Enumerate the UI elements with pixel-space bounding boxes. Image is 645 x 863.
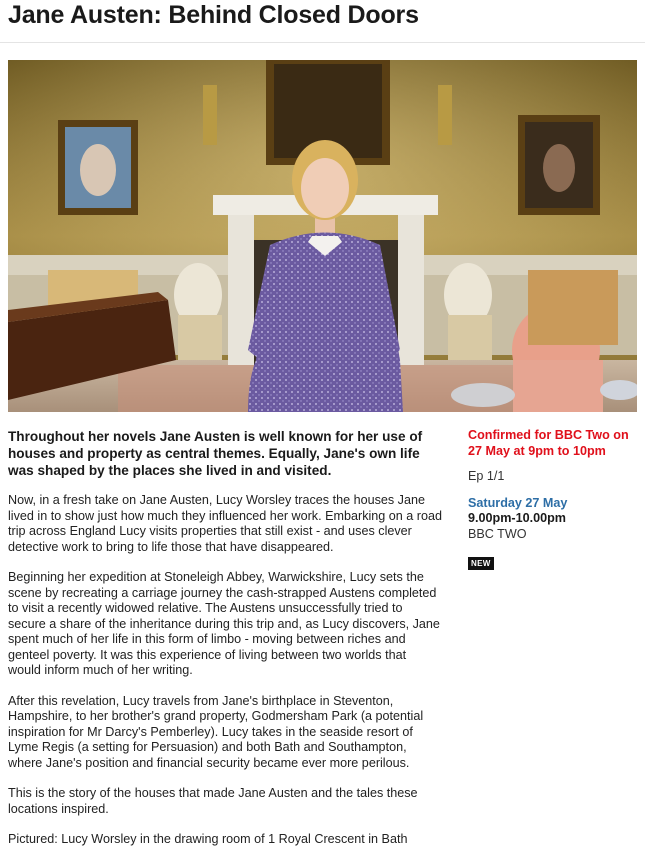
article-paragraph: Beginning her expedition at Stoneleigh Abbey, Warwickshire, Lucy sets the scene by recreating a carriage journey the cash-strapped Austens completed to visit a recently widowed relative. The Austens unsuccessfully tried to secure a share of the inheritance during this trip and, as Lucy discovers, Jane spent much of her life in this form of limbo - moving between riches and genteel poverty. It was this experience of living between two worlds that would inform much of her writing.	[8, 570, 440, 677]
broadcast-sidebar	[468, 428, 640, 571]
broadcast-channel: BBC TWO	[468, 526, 527, 541]
title-divider	[0, 42, 645, 43]
article-lede: Throughout her novels Jane Austen is well known for her use of houses and property as central themes. Equally, Jane's own life was shaped by the places she lived in and visited.	[8, 429, 423, 478]
article-paragraph: Now, in a fresh take on Jane Austen, Lucy Worsley traces the houses Jane lived in to show just how much they influenced her work. Embarking on a road trip across England Lucy visits properties that still exist - and uses clever detective work to bring to life those that have disappeared.	[8, 493, 443, 554]
article-paragraph: After this revelation, Lucy travels from Jane's birthplace in Steventon, Hampshire, to her brother's grand property, Godmersham Park (a potential inspiration for Mr Darcy's Pemberley). Lucy takes in the seaside resort of Lyme Regis (a setting for Persuasion) and both Bath and Southampton, where Jane's position and financial security became ever more perilous.	[8, 693, 424, 770]
article-paragraph: This is the story of the houses that made Jane Austen and the tales these locations inspired.	[8, 786, 418, 816]
article-body	[8, 428, 442, 863]
broadcast-date[interactable]: Saturday 27 May	[468, 495, 568, 510]
episode-number: Ep 1/1	[468, 469, 505, 483]
broadcast-confirmation: Confirmed for BBC Two on 27 May at 9pm to 10pm	[468, 428, 629, 458]
hero-image	[8, 60, 637, 412]
new-badge: NEW	[468, 557, 494, 570]
image-caption: Pictured: Lucy Worsley in the drawing room of 1 Royal Crescent in Bath	[8, 832, 408, 846]
broadcast-time: 9.00pm-10.00pm	[468, 511, 567, 525]
page-title: Jane Austen: Behind Closed Doors	[8, 1, 419, 29]
